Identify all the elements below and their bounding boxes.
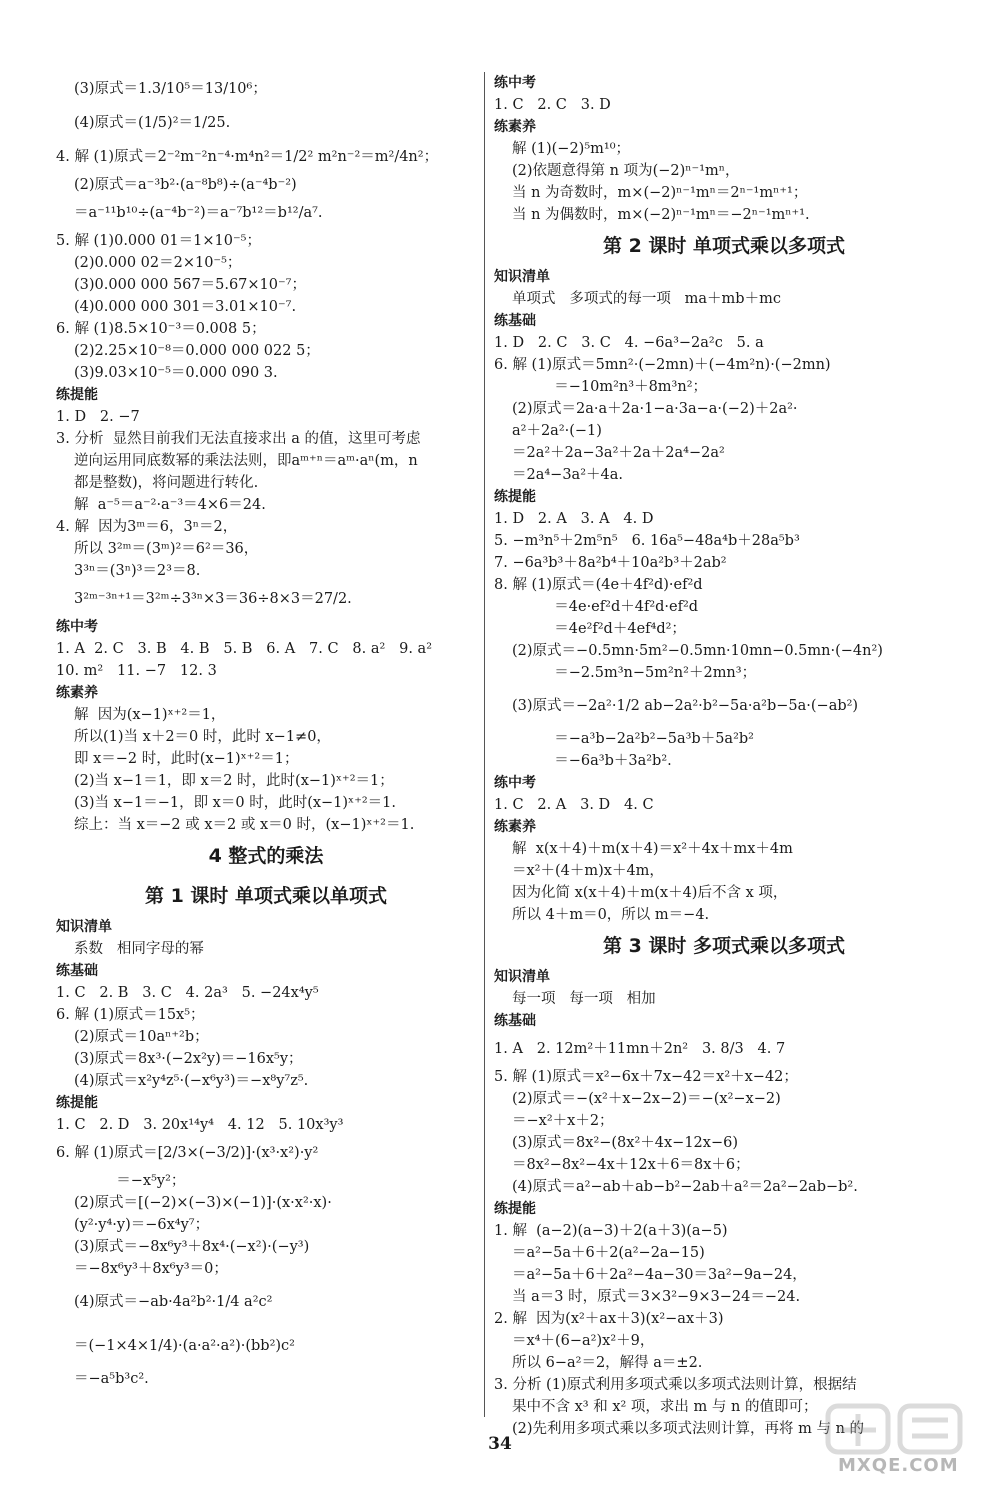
answer-line: (2)原式＝a⁻³b²·(a⁻⁸b⁸)÷(a⁻⁴b⁻²)	[74, 177, 297, 193]
answer-line: ＝a⁻¹¹b¹⁰÷(a⁻⁴b⁻²)＝a⁻⁷b¹²＝b¹²/a⁷.	[74, 205, 323, 221]
answer-line: 解 a⁻⁵＝a⁻²·a⁻³＝4×6＝24.	[74, 497, 266, 513]
section-heading: 练素养	[494, 819, 536, 835]
answer-line: 单项式 多项式的每一项 ma＋mb＋mc	[512, 291, 781, 307]
answer-line: ＝−x⁵y²；	[84, 1173, 186, 1189]
answer-line: 1. C 2. B 3. C 4. 2a³ 5. −24x⁴y⁵	[56, 985, 319, 1001]
answer-line: ＝4e·ef²d＋4f²d·ef²d	[522, 599, 699, 615]
answer-line: (3)原式＝−2a²·1/2 ab−2a²·b²−5a·a²b−5a·(−ab²)	[512, 698, 859, 714]
answer-line: (2)2.25×10⁻⁸＝0.000 000 022 5；	[74, 343, 320, 359]
answer-line: 6. 解 (1)原式＝[2/3×(−3/2)]·(x³·x²)·y²	[56, 1145, 319, 1161]
answer-line: (2)原式＝2a·a＋2a·1−a·3a−a·(−2)＋2a²·	[512, 401, 798, 417]
chapter-title: 第 2 课时 单项式乘以多项式	[602, 235, 846, 257]
answer-line: 果中不含 x³ 和 x² 项，求出 m 与 n 的值即可；	[512, 1399, 818, 1415]
chapter-title: 4 整式的乘法	[208, 845, 324, 867]
section-heading: 知识清单	[494, 269, 550, 285]
answer-line: (4)原式＝a²−ab＋ab−b²−2ab＋a²＝2a²−2ab−b².	[512, 1179, 858, 1195]
answer-line: (2)原式＝10aⁿ⁺²b；	[74, 1029, 209, 1045]
answer-line: ＝4e²f²d＋4ef⁴d²；	[522, 621, 686, 637]
chapter-title: 第 3 课时 多项式乘以多项式	[602, 935, 846, 957]
answer-line: 4. 解 因为3ᵐ＝6，3ⁿ＝2，	[56, 519, 238, 535]
answer-line: 1. D 2. A 3. A 4. D	[494, 511, 654, 527]
answer-line: ＝2a⁴−3a²＋4a.	[512, 467, 623, 483]
answer-line: ＝−2.5m³n−5m²n²＋2mn³；	[522, 665, 757, 681]
answer-line: (3)当 x−1＝−1，即 x＝0 时，此时(x−1)ˣ⁺²＝1.	[74, 795, 397, 811]
answer-line: 3³ⁿ＝(3ⁿ)³＝2³＝8.	[74, 563, 201, 579]
watermark-text: MXQE.COM	[838, 1455, 959, 1476]
answer-line: (2)0.000 02＝2×10⁻⁵；	[74, 255, 242, 271]
answer-line: ＝−8x⁶y³＋8x⁶y³＝0；	[74, 1261, 228, 1277]
section-heading: 练提能	[494, 1201, 536, 1217]
answer-line: ＝−6a³b＋3a²b².	[522, 753, 672, 769]
answer-line: 解 (1)(−2)⁵m¹⁰；	[512, 141, 631, 157]
answer-line: 5. 解 (1)0.000 01＝1×10⁻⁵；	[56, 233, 261, 249]
answer-line: ＝x⁴＋(6−a²)x²＋9，	[512, 1333, 655, 1349]
answer-line: 每一项 每一项 相加	[512, 991, 656, 1007]
answer-line: (2)依题意得第 n 项为(−2)ⁿ⁻¹mⁿ，	[512, 163, 740, 179]
answer-line: 6. 解 (1)原式＝5mn²·(−2mn)＋(−4m²n)·(−2mn)	[494, 357, 831, 373]
answer-line: 1. A 2. C 3. B 4. B 5. B 6. A 7. C 8. a² 9. a²	[56, 641, 433, 657]
answer-line: 6. 解 (1)原式＝15x⁵；	[56, 1007, 205, 1023]
answer-line: 2. 解 因为(x²＋ax＋3)(x²−ax＋3)	[494, 1311, 724, 1327]
section-heading: 练提能	[494, 489, 536, 505]
answer-line: (3)原式＝1.3/10⁵＝13/10⁶；	[74, 81, 267, 97]
answer-line: (3)原式＝−8x⁶y³＋8x⁴·(−x²)·(−y³)	[74, 1239, 310, 1255]
answer-line: (4)原式＝−ab·4a²b²·1/4 a²c²	[74, 1294, 273, 1310]
answer-line: 1. C 2. C 3. D	[494, 97, 611, 113]
answer-line: ＝−10m²n³＋8m³n²；	[522, 379, 708, 395]
answer-line: (2)原式＝−(x²＋x−2x−2)＝−(x²−x−2)	[512, 1091, 781, 1107]
answer-line: a²＋2a²·(−1)	[512, 423, 602, 439]
section-heading: 练提能	[56, 387, 98, 403]
answer-line: 解 x(x＋4)＋m(x＋4)＝x²＋4x＋mx＋4m	[512, 841, 793, 857]
answer-line: 3²ᵐ⁻³ⁿ⁺¹＝3²ᵐ÷3³ⁿ×3＝36÷8×3＝27/2.	[74, 591, 352, 607]
section-heading: 练素养	[56, 685, 98, 701]
answer-line: (3)原式＝8x³·(−2x²y)＝−16x⁵y；	[74, 1051, 303, 1067]
answer-line: 4. 解 (1)原式＝2⁻²m⁻²n⁻⁴·m⁴n²＝1/2² m²n⁻²＝m²/4n²；	[56, 149, 439, 165]
answer-line: 所以 4＋m＝0，所以 m＝−4.	[512, 907, 710, 923]
answer-line: 7. −6a³b³＋8a²b⁴＋10a²b³＋2ab²	[494, 555, 727, 571]
answer-line: 1. 解 (a−2)(a−3)＋2(a＋3)(a−5)	[494, 1223, 728, 1239]
answer-line: ＝−a⁵b³c².	[74, 1371, 149, 1387]
answer-line: 逆向运用同底数幂的乘法法则，即aᵐ⁺ⁿ＝aᵐ·aⁿ(m，n	[74, 453, 418, 469]
answer-line: 1. C 2. A 3. D 4. C	[494, 797, 654, 813]
left-column	[56, 72, 476, 1390]
answer-line: (y²·y⁴·y)＝−6x⁴y⁷；	[74, 1217, 210, 1233]
answer-line: 所以(1)当 x＋2＝0 时，此时 x−1≠0，	[74, 729, 331, 745]
answer-line: (4)0.000 000 301＝3.01×10⁻⁷.	[74, 299, 297, 315]
section-heading: 练提能	[56, 1095, 98, 1111]
answer-line: 当 a＝3 时，原式＝3×3²−9×3−24＝−24.	[512, 1289, 801, 1305]
answer-line: (3)原式＝8x²−(8x²＋4x−12x−6)	[512, 1135, 738, 1151]
page-number: 34	[488, 1434, 512, 1454]
answer-line: 6. 解 (1)8.5×10⁻³＝0.008 5；	[56, 321, 266, 337]
answer-line: ＝−x²＋x＋2；	[512, 1113, 614, 1129]
answer-line: 当 n 为偶数时，m×(−2)ⁿ⁻¹mⁿ＝−2ⁿ⁻¹mⁿ⁺¹.	[512, 207, 810, 223]
answer-line: (4)原式＝(1/5)²＝1/25.	[74, 115, 231, 131]
answer-line: 1. A 2. 12m²＋11mn＋2n² 3. 8/3 4. 7	[494, 1041, 786, 1057]
answer-line: ＝x²＋(4＋m)x＋4m，	[512, 863, 664, 879]
answer-line: (2)当 x−1＝1，即 x＝2 时，此时(x−1)ˣ⁺²＝1；	[74, 773, 394, 789]
answer-line: 1. C 2. D 3. 20x¹⁴y⁴ 4. 12 5. 10x³y³	[56, 1117, 344, 1133]
section-heading: 练基础	[494, 1013, 536, 1029]
chapter-title: 第 1 课时 单项式乘以单项式	[144, 885, 388, 907]
answer-line: ＝a²−5a＋6＋2(a²−2a−15)	[512, 1245, 705, 1261]
answer-line: (4)原式＝x²y⁴z⁵·(−x⁶y³)＝−x⁸y⁷z⁵.	[74, 1073, 309, 1089]
answer-line: ＝a²−5a＋6＋2a²−4a−30＝3a²−9a−24，	[512, 1267, 807, 1283]
right-column	[494, 72, 954, 1440]
section-heading: 知识清单	[56, 919, 112, 935]
answer-line: 3. 分析 (1)原式利用多项式乘以多项式法则计算，根据结	[494, 1377, 857, 1393]
section-heading: 练基础	[494, 313, 536, 329]
answer-line: (2)先利用多项式乘以多项式法则计算，再将 m 与 n 的	[512, 1421, 865, 1437]
section-heading: 练中考	[494, 75, 536, 91]
answer-line: 10. m² 11. −7 12. 3	[56, 663, 217, 679]
answer-line: 1. D 2. −7	[56, 409, 140, 425]
answer-line: (3)0.000 000 567＝5.67×10⁻⁷；	[74, 277, 306, 293]
answer-line: ＝2a²＋2a−3a²＋2a＋2a⁴−2a²	[512, 445, 725, 461]
answer-line: ＝(−1×4×1/4)·(a·a²·a²)·(bb²)c²	[74, 1338, 295, 1354]
answer-line: 所以 6−a²＝2，解得 a＝±2.	[512, 1355, 703, 1371]
answer-line: ＝8x²−8x²−4x＋12x＋6＝8x＋6；	[512, 1157, 750, 1173]
answer-line: 所以 3²ᵐ＝(3ᵐ)²＝6²＝36，	[74, 541, 259, 557]
answer-line: 3. 分析 显然目前我们无法直接求出 a 的值，这里可考虑	[56, 431, 421, 447]
column-divider	[484, 72, 485, 1417]
answer-line: 8. 解 (1)原式＝(4e＋4f²d)·ef²d	[494, 577, 703, 593]
answer-line: ＝−a³b−2a²b²−5a³b＋5a²b²	[522, 731, 754, 747]
answer-line: (2)原式＝[(−2)×(−3)×(−1)]·(x·x²·x)·	[74, 1195, 332, 1211]
answer-line: (2)原式＝−0.5mn·5m²−0.5mn·10mn−0.5mn·(−4n²)	[512, 643, 883, 659]
section-heading: 练素养	[494, 119, 536, 135]
answer-line: 5. 解 (1)原式＝x²−6x＋7x−42＝x²＋x−42；	[494, 1069, 798, 1085]
section-heading: 练基础	[56, 963, 98, 979]
answer-line: 1. D 2. C 3. C 4. −6a³−2a²c 5. a	[494, 335, 764, 351]
section-heading: 知识清单	[494, 969, 550, 985]
answer-line: 都是整数)，将问题进行转化.	[74, 475, 259, 491]
answer-line: 解 因为(x−1)ˣ⁺²＝1，	[74, 707, 226, 723]
answer-line: (3)9.03×10⁻⁵＝0.000 090 3.	[74, 365, 278, 381]
section-heading: 练中考	[494, 775, 536, 791]
answer-line: 系数 相同字母的幂	[74, 941, 204, 957]
section-heading: 练中考	[56, 619, 98, 635]
answer-line: 当 n 为奇数时，m×(−2)ⁿ⁻¹mⁿ＝2ⁿ⁻¹mⁿ⁺¹；	[512, 185, 808, 201]
answer-line: 即 x＝−2 时，此时(x−1)ˣ⁺²＝1；	[74, 751, 299, 767]
answer-line: 因为化简 x(x＋4)＋m(x＋4)后不含 x 项，	[512, 885, 788, 901]
answer-line: 5. −m³n⁵＋2m⁵n⁵ 6. 16a⁵−48a⁴b＋28a⁵b³	[494, 533, 800, 549]
answer-line: 综上：当 x＝−2 或 x＝2 或 x＝0 时，(x−1)ˣ⁺²＝1.	[74, 817, 415, 833]
